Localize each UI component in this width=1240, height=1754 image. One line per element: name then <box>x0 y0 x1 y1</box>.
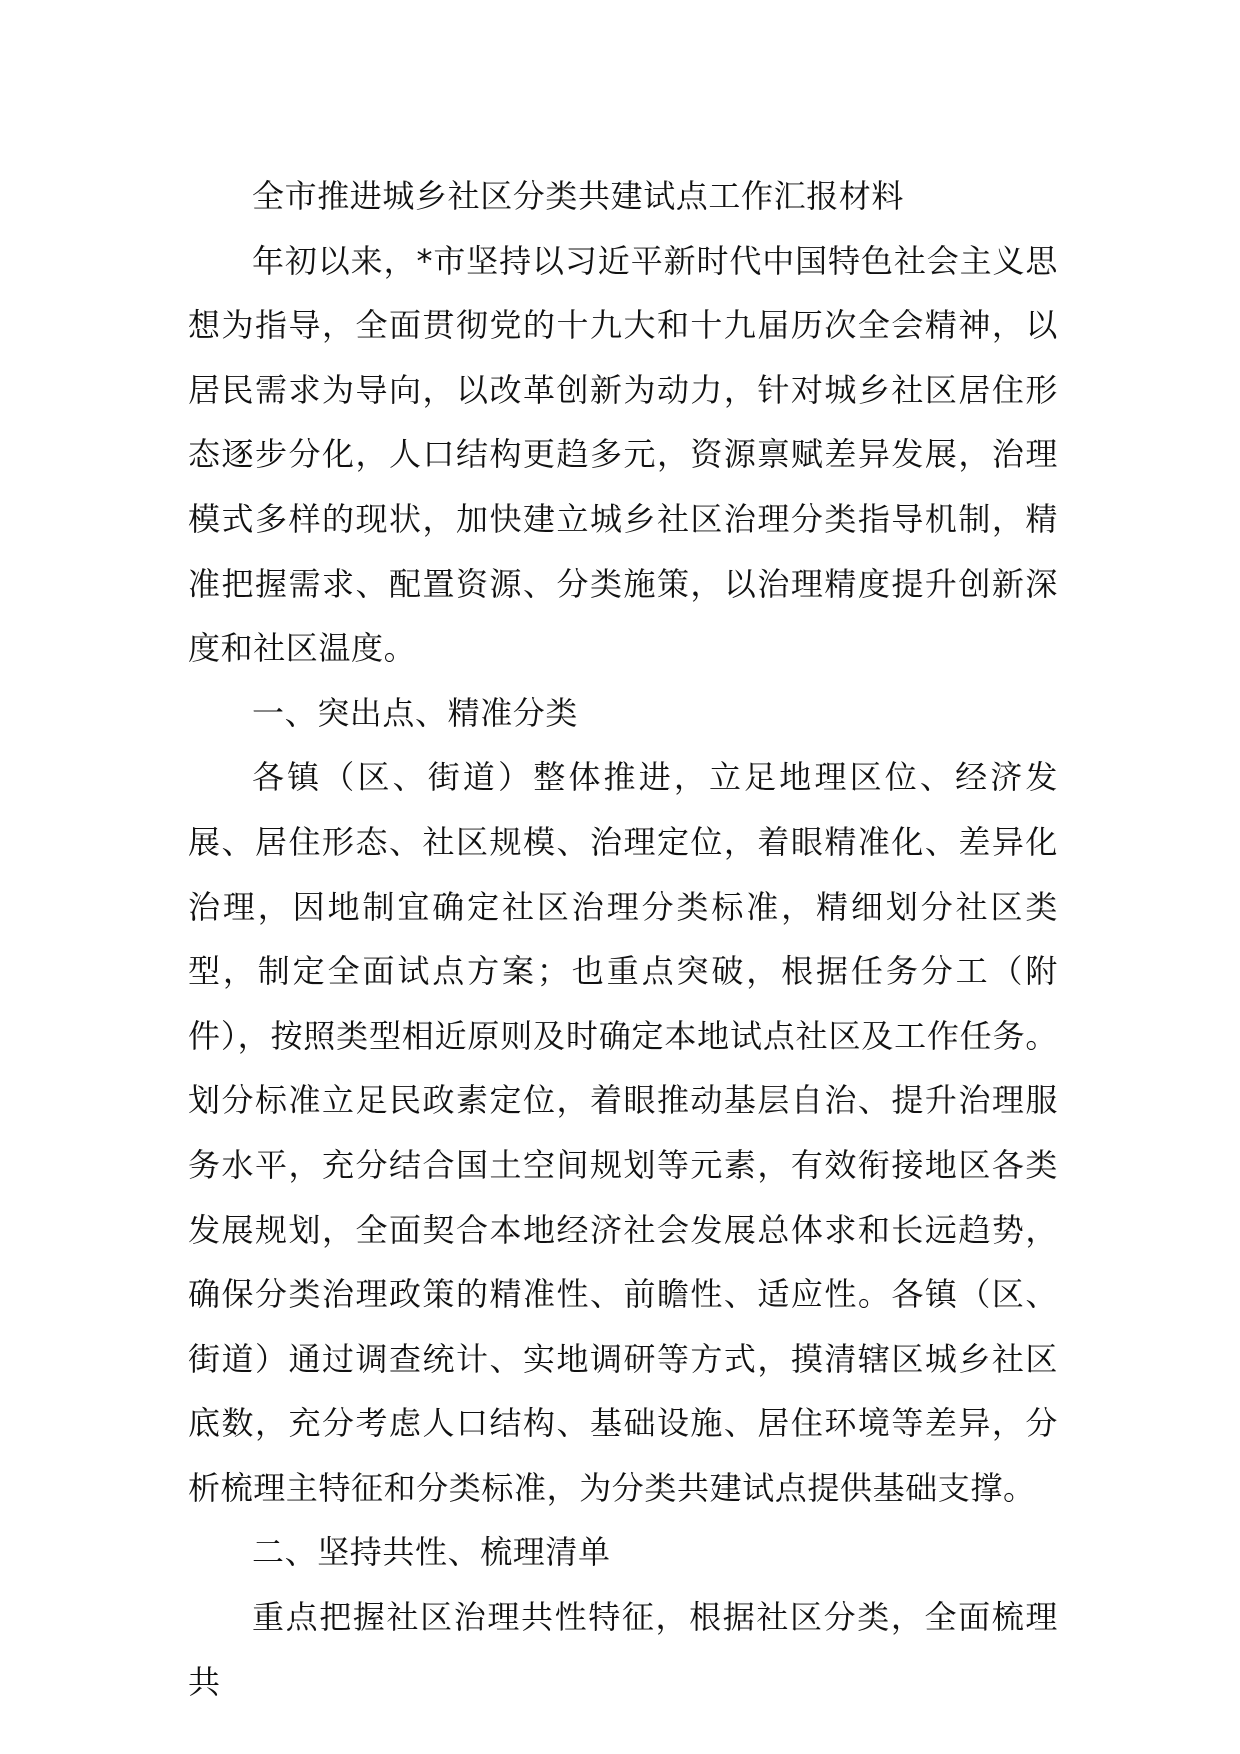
section-2-heading: 二、坚持共性、梳理清单 <box>252 1533 611 1572</box>
document-title: 全市推进城乡社区分类共建试点工作汇报材料 <box>252 177 905 215</box>
intro-paragraph: 年初以来，*市坚持以习近平新时代中国特色社会主义思想为指导，全面贯彻党的十九大和十九届历次全会精神，以居民需求为导向，以改革创新为动力，针对城乡社区居住形态逐步分化，人口结构更趋多元，资源禀赋差异发展，治理模式多样的现状，加快建立城乡社区治理分类指导机制，精准把握需求、配置资源、分类施策，以治理精度提升创新深度和社区温度。 <box>188 241 1058 668</box>
document-body <box>188 164 1058 1714</box>
section-2-paragraph: 重点把握社区治理共性特征，根据社区分类，全面梳理共 <box>188 1598 1058 1701</box>
section-1-paragraph: 各镇（区、街道）整体推进，立足地理区位、经济发展、居住形态、社区规模、治理定位，着眼精准化、差异化治理，因地制宜确定社区治理分类标准，精细划分社区类型，制定全面试点方案；也重点突破，根据任务分工（附件），按照类型相近原则及时确定本地试点社区及工作任务。划分标准立足民政素定位，着眼推动基层自治、提升治理服务水平，充分结合国土空间规划等元素，有效衔接地区各类发展规划，全面契合本地经济社会发展总体求和长远趋势，确保分类治理政策的精准性、前瞻性、适应性。各镇（区、街道）通过调查统计、实地调研等方式，摸清辖区城乡社区底数，充分考虑人口结构、基础设施、居住环境等差异，分析梳理主特征和分类标准，为分类共建试点提供基础支撑。 <box>188 758 1058 1507</box>
section-1-heading: 一、突出点、精准分类 <box>252 693 579 732</box>
